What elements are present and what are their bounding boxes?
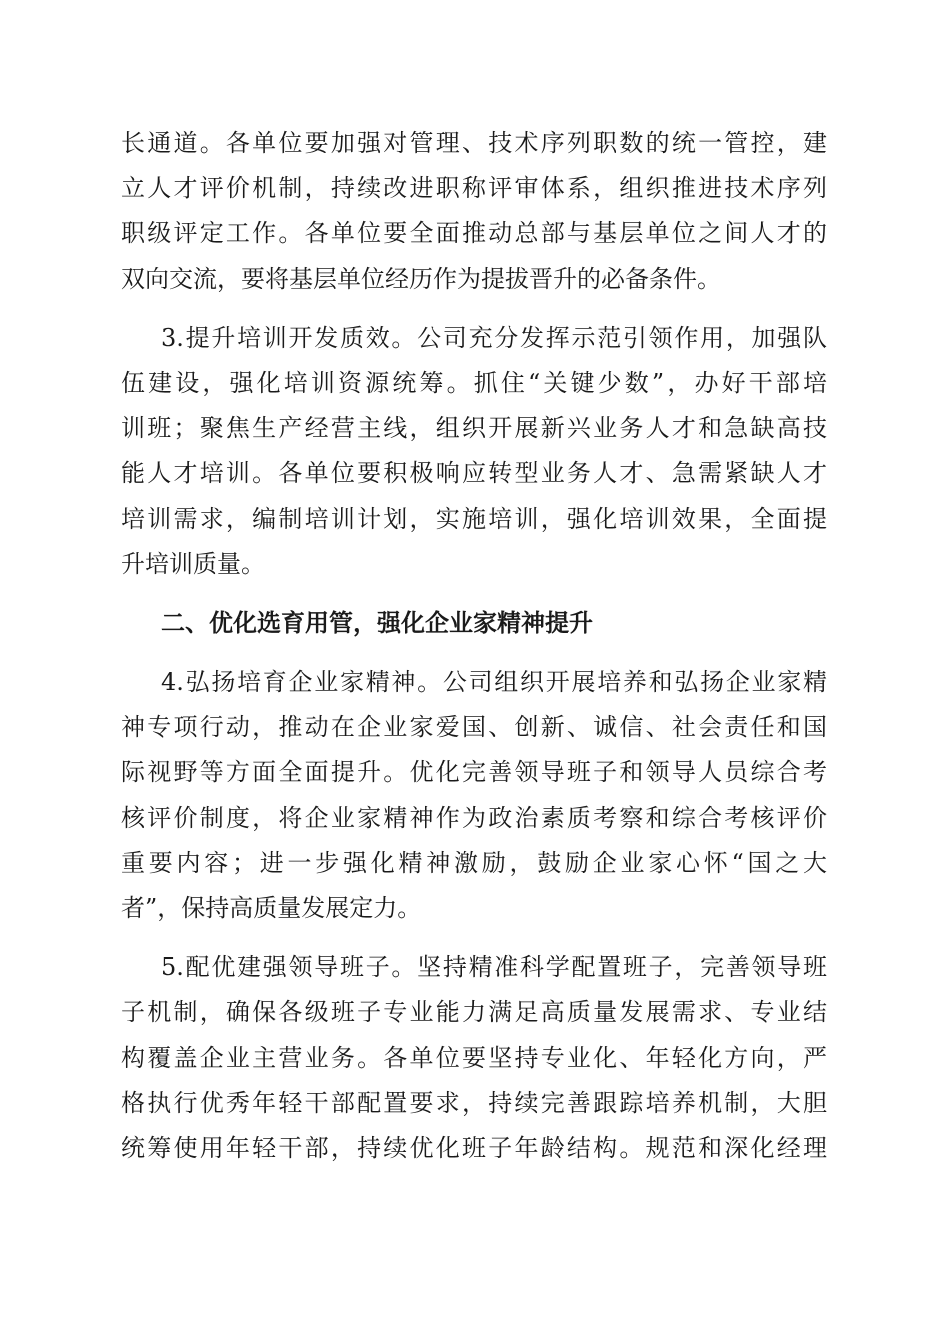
text-line: 者”，保持高质量发展定力。 — [121, 894, 422, 922]
paragraph-gap — [121, 646, 827, 660]
paragraph-item-4 — [121, 660, 827, 931]
text-line: 培训需求，编制培训计划，实施培训，强化培训效果，全面提 — [121, 504, 827, 533]
section-heading: 二、优化选育用管，强化企业家精神提升 — [161, 608, 593, 637]
text-line: 核评价制度，将企业家精神作为政治素质考察和综合考核评价 — [121, 803, 827, 832]
text-line: 构覆盖企业主营业务。各单位要坚持专业化、年轻化方向，严 — [121, 1043, 827, 1072]
text-line: 格执行优秀年轻干部配置要求，持续完善跟踪培养机制，大胆 — [121, 1088, 827, 1117]
text-line: 5.配优建强领导班子。坚持精准科学配置班子，完善领导班 — [161, 953, 827, 982]
text-line: 长通道。各单位要加强对管理、技术序列职数的统一管控，建 — [121, 129, 827, 157]
paragraph-gap — [121, 302, 827, 316]
text-line: 际视野等方面全面提升。优化完善领导班子和领导人员综合考 — [121, 758, 827, 787]
text-line: 伍建设，强化培训资源统筹。抓住“关键少数”，办好干部培 — [121, 368, 827, 397]
text-line: 立人才评价机制，持续改进职称评审体系，组织推进技术序列 — [121, 174, 827, 203]
paragraph-item-3 — [121, 316, 827, 587]
text-line: 升培训质量。 — [121, 549, 265, 578]
paragraph-gap — [121, 931, 827, 945]
text-line: 能人才培训。各单位要积极响应转型业务人才、急需紧缺人才 — [121, 459, 827, 488]
text-line: 4.弘扬培育企业家精神。公司组织开展培养和弘扬企业家精 — [161, 668, 827, 697]
text-line: 子机制，确保各级班子专业能力满足高质量发展需求、专业结 — [121, 998, 827, 1027]
paragraph-gap — [121, 587, 827, 601]
paragraph-continuation — [121, 121, 827, 302]
text-line: 训班；聚焦生产经营主线，组织开展新兴业务人才和急缺高技 — [121, 414, 827, 443]
text-line: 3.提升培训开发质效。公司充分发挥示范引领作用，加强队 — [161, 323, 827, 352]
document-body — [121, 121, 827, 1171]
text-line: 双向交流，要将基层单位经历作为提拔晋升的必备条件。 — [121, 264, 721, 293]
text-line: 职级评定工作。各单位要全面推动总部与基层单位之间人才的 — [121, 219, 827, 248]
text-line: 神专项行动，推动在企业家爱国、创新、诚信、社会责任和国 — [121, 713, 827, 742]
paragraph-item-5 — [121, 945, 827, 1171]
text-line: 统筹使用年轻干部，持续优化班子年龄结构。规范和深化经理 — [121, 1133, 827, 1162]
text-line: 重要内容；进一步强化精神激励，鼓励企业家心怀“国之大 — [121, 848, 827, 877]
